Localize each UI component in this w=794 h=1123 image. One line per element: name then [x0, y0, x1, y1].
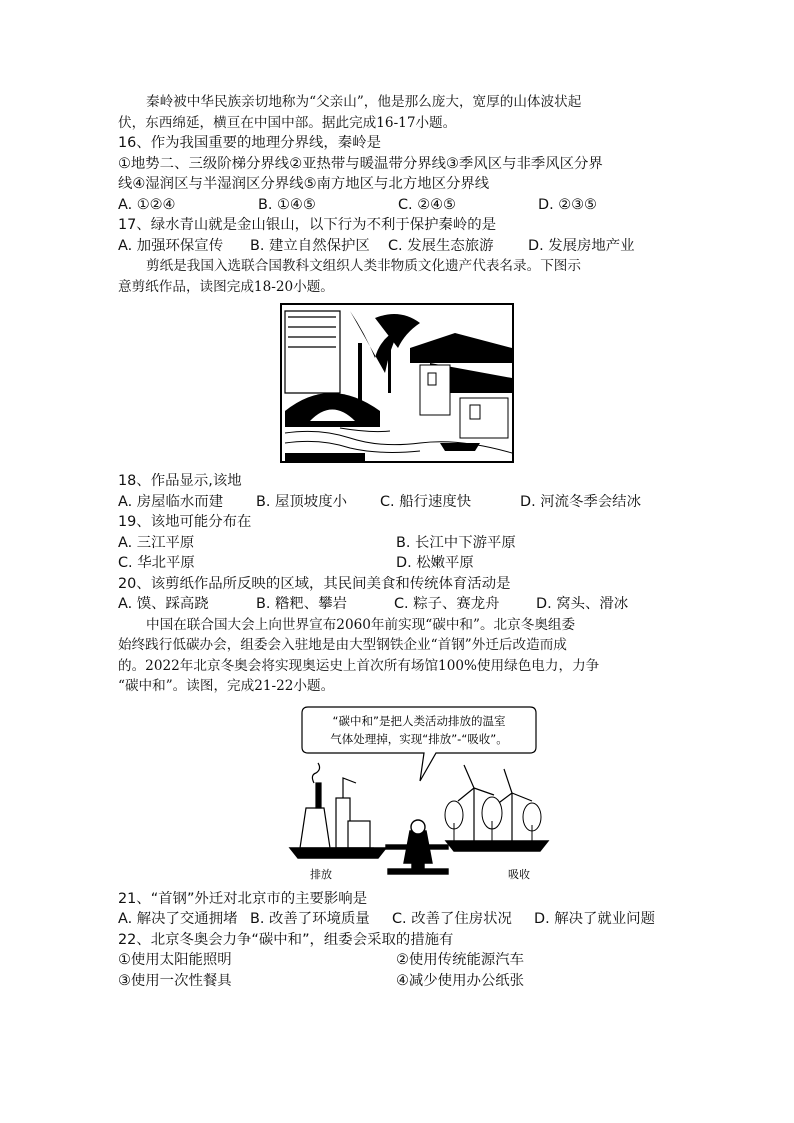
absorption-label: 吸收 [508, 867, 530, 881]
question-17-options [118, 236, 678, 257]
option-b: B. ①④⑤ [258, 196, 316, 213]
question-17-stem: 17、绿水青山就是金山银山，以下行为不利于保护秦岭的是 [118, 217, 497, 233]
option-d: D. 发展房地产业 [528, 237, 635, 254]
carbon-balance-illustration [286, 703, 552, 881]
question-19-options-row1 [118, 533, 678, 554]
question-22-stem: 22、北京冬奥会力争“碳中和”，组委会采取的措施有 [118, 931, 454, 948]
question-16-options [118, 195, 678, 216]
option-c: C. 发展生态旅游 [388, 237, 494, 254]
passage-16-17-line2: 伏，东西绵延，横亘在中国中部。据此完成16-17小题。 [118, 114, 457, 131]
paper-cut-figure [280, 303, 514, 463]
option-d: D. 解决了就业问题 [534, 911, 655, 927]
question-21-stem: 21、“首钢”外迁对北京市的主要影响是 [118, 890, 368, 907]
passage-21-22-line1: 中国在联合国大会上向世界宣布2060年前实现“碳中和”。北京冬奥组委 [146, 616, 576, 633]
question-16-stem: 16、作为我国重要的地理分界线，秦岭是 [118, 135, 381, 151]
option-c: C. 粽子、赛龙舟 [394, 596, 500, 612]
passage-18-20-line2: 意剪纸作品，读图完成18-20小题。 [118, 278, 334, 295]
bubble-text-line1: “碳中和”是把人类活动排放的温室 [332, 713, 506, 728]
carbon-neutral-figure [286, 703, 552, 881]
question-20-options [118, 594, 678, 615]
option-a: A. 解决了交通拥堵 [118, 911, 238, 927]
option-c: C. 华北平原 [118, 555, 195, 571]
passage-21-22-line4: “碳中和”。读图，完成21-22小题。 [118, 678, 335, 694]
question-18-options [118, 492, 678, 513]
question-20-stem: 20、该剪纸作品所反映的区域，其民间美食和传统体育活动是 [118, 575, 511, 592]
option-c: C. 改善了住房状况 [392, 911, 512, 927]
question-16-line1: ①地势二、三级阶梯分界线②亚热带与暖温带分界线③季风区与非季风区分界 [118, 155, 603, 172]
question-19-stem: 19、该地可能分布在 [118, 514, 252, 530]
option-a: A. 三江平原 [118, 534, 195, 551]
option-d: D. ②③⑤ [538, 196, 597, 213]
paper-cut-image [280, 303, 514, 463]
option-b: B. 改善了环境质量 [250, 911, 370, 927]
question-19-options-row2 [118, 553, 678, 574]
passage-18-20-line1: 剪纸是我国入选联合国教科文组织人类非物质文化遗产代表名录。下图示 [146, 258, 581, 274]
option-1: ①使用太阳能照明 [118, 952, 232, 968]
question-16-line2: 线④湿润区与半湿润区分界线⑤南方地区与北方地区分界线 [118, 176, 490, 192]
option-c: C. ②④⑤ [398, 196, 456, 213]
passage-16-17-line1: 秦岭被中华民族亲切地称为“父亲山”，他是那么庞大，宽厚的山体波状起 [146, 94, 582, 110]
tree-icon [445, 797, 541, 841]
question-18-stem: 18、作品显示,该地 [118, 473, 242, 489]
option-d: D. 窝头、滑冰 [536, 596, 629, 612]
option-a: A. 馍、踩高跷 [118, 596, 209, 612]
option-c: C. 船行速度快 [380, 493, 472, 510]
option-b: B. 建立自然保护区 [250, 237, 370, 254]
factory-icon [300, 763, 374, 848]
option-b: B. 糌粑、攀岩 [256, 596, 347, 612]
option-a: A. ①②④ [118, 196, 176, 213]
question-21-options [118, 909, 678, 930]
passage-21-22-line3: 的。2022年北京冬奥会将实现奥运史上首次所有场馆100%使用绿色电力，力争 [118, 657, 600, 674]
option-4: ④减少使用办公纸张 [396, 972, 525, 989]
exam-page [118, 92, 678, 991]
option-2: ②使用传统能源汽车 [396, 952, 525, 968]
bubble-text-line2: 气体处理掉，实现“排放”-“吸收”。 [330, 731, 508, 746]
option-d: D. 松嫩平原 [396, 555, 474, 571]
option-a: A. 加强环保宣传 [118, 237, 224, 254]
emission-label: 排放 [310, 867, 332, 881]
option-b: B. 长江中下游平原 [396, 534, 516, 551]
option-d: D. 河流冬季会结冰 [520, 493, 641, 510]
question-22-options-row2 [118, 971, 678, 992]
option-a: A. 房屋临水而建 [118, 493, 224, 510]
passage-21-22-line2: 始终践行低碳办会，组委会入驻地是由大型钢铁企业“首钢”外迁后改造而成 [118, 637, 567, 653]
question-22-options-row1 [118, 950, 678, 971]
option-3: ③使用一次性餐具 [118, 972, 232, 989]
option-b: B. 屋顶坡度小 [256, 493, 347, 510]
